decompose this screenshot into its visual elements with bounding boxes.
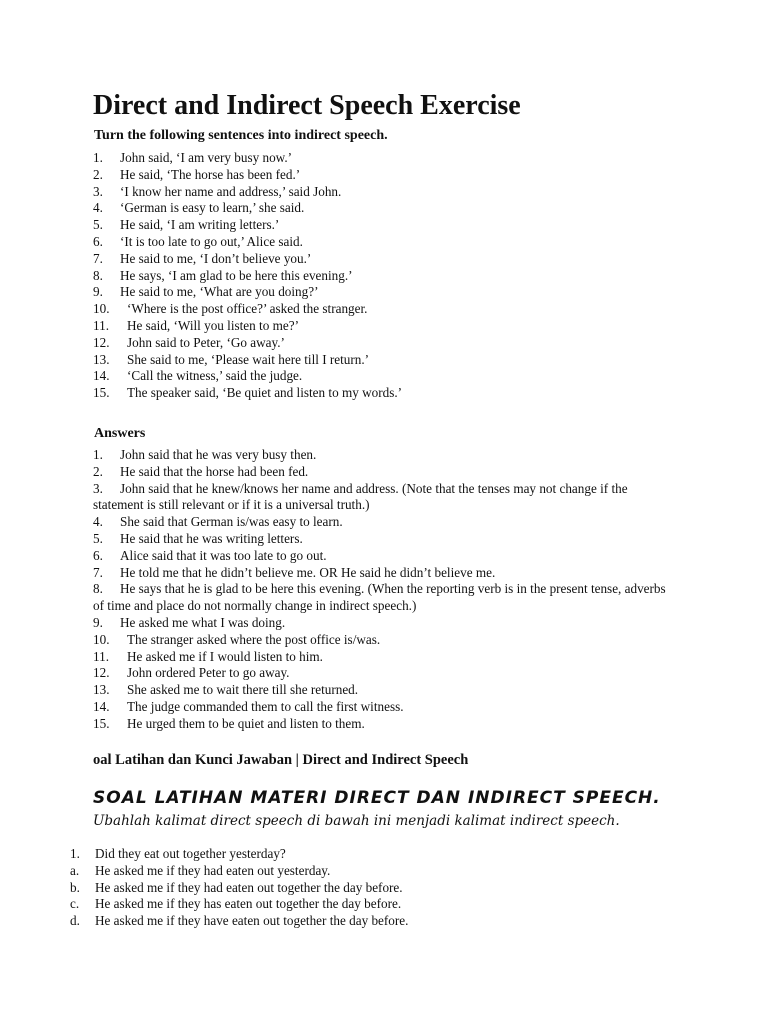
list-item: 9. He asked me what I was doing. bbox=[93, 614, 286, 630]
list-item: 1. John said that he was very busy then. bbox=[93, 447, 317, 462]
list-item: 3. ‘I know her name and address,’ said John. bbox=[93, 183, 342, 199]
mcq-option: d. He asked me if they have eaten out together the day before. bbox=[70, 913, 409, 929]
list-item: 10. The stranger asked where the post office is/was. bbox=[93, 631, 381, 647]
list-item: 12. John ordered Peter to go away. bbox=[93, 665, 290, 681]
list-item: 13. She asked me to wait there till she returned. bbox=[93, 682, 359, 698]
list-item: 14. ‘Call the witness,’ said the judge. bbox=[93, 368, 303, 384]
list-item: 11. He said, ‘Will you listen to me?’ bbox=[93, 317, 299, 333]
mcq-option: c. He asked me if they has eaten out together the day before. bbox=[70, 896, 402, 912]
list-item: 1. John said, ‘I am very busy now.’ bbox=[93, 150, 293, 165]
list-item: 12. John said to Peter, ‘Go away.’ bbox=[93, 334, 285, 350]
list-item: 6. ‘It is too late to go out,’ Alice said. bbox=[93, 233, 303, 249]
list-item: 5. He said, ‘I am writing letters.’ bbox=[93, 217, 280, 233]
list-item: 7. He told me that he didn’t believe me. OR He said he didn’t believe me. bbox=[93, 564, 496, 580]
mcq-option: b. He asked me if they had eaten out together the day before. bbox=[70, 879, 403, 895]
list-item: 10. ‘Where is the post office?’ asked the stranger. bbox=[93, 301, 368, 317]
list-item: 15. The speaker said, ‘Be quiet and listen to my words.’ bbox=[93, 385, 403, 401]
list-item: 6. Alice said that it was too late to go out. bbox=[93, 547, 327, 563]
answers-heading: Answers bbox=[94, 426, 146, 441]
section-title-latihan: oal Latihan dan Kunci Jawaban | Direct and Indirect Speech bbox=[93, 752, 469, 768]
list-item: 8. He says that he is glad to be here this evening. (When the reporting verb is in the present tense, adverbs of time and place do not normally change in indirect speech.) bbox=[93, 581, 666, 614]
list-item: 9. He said to me, ‘What are you doing?’ bbox=[93, 284, 319, 300]
section-instruction: Ubahlah kalimat direct speech di bawah ini menjadi kalimat indirect speech. bbox=[93, 813, 620, 829]
mcq-option: a. He asked me if they had eaten out yesterday. bbox=[70, 862, 331, 878]
list-item: 3. John said that he knew/knows her name and address. (Note that the tenses may not change if the statement is still relevant or if it is a universal truth.) bbox=[93, 480, 628, 513]
list-item: 8. He says, ‘I am glad to be here this evening.’ bbox=[93, 267, 353, 283]
answers-list bbox=[93, 447, 673, 733]
section-title-soal: SOAL LATIHAN MATERI DIRECT DAN INDIRECT SPEECH. bbox=[93, 788, 661, 808]
list-item: 4. ‘German is easy to learn,’ she said. bbox=[93, 200, 305, 216]
page-title: Direct and Indirect Speech Exercise bbox=[93, 90, 521, 121]
list-item: 13. She said to me, ‘Please wait here till I return.’ bbox=[93, 351, 370, 367]
questions-list bbox=[93, 150, 402, 402]
list-item: 4. She said that German is/was easy to learn. bbox=[93, 514, 343, 530]
list-item: 2. He said, ‘The horse has been fed.’ bbox=[93, 166, 301, 182]
list-item: 11. He asked me if I would listen to him. bbox=[93, 648, 323, 664]
mcq-list bbox=[70, 846, 408, 930]
list-item: 7. He said to me, ‘I don’t believe you.’ bbox=[93, 250, 312, 266]
exercise-instruction: Turn the following sentences into indirect speech. bbox=[94, 128, 388, 143]
list-item: 15. He urged them to be quiet and listen to them. bbox=[93, 715, 365, 731]
list-item: 14. The judge commanded them to call the first witness. bbox=[93, 698, 404, 714]
list-item: 2. He said that the horse had been fed. bbox=[93, 463, 309, 479]
mcq-question: 1. Did they eat out together yesterday? bbox=[70, 846, 286, 861]
list-item: 5. He said that he was writing letters. bbox=[93, 530, 303, 546]
